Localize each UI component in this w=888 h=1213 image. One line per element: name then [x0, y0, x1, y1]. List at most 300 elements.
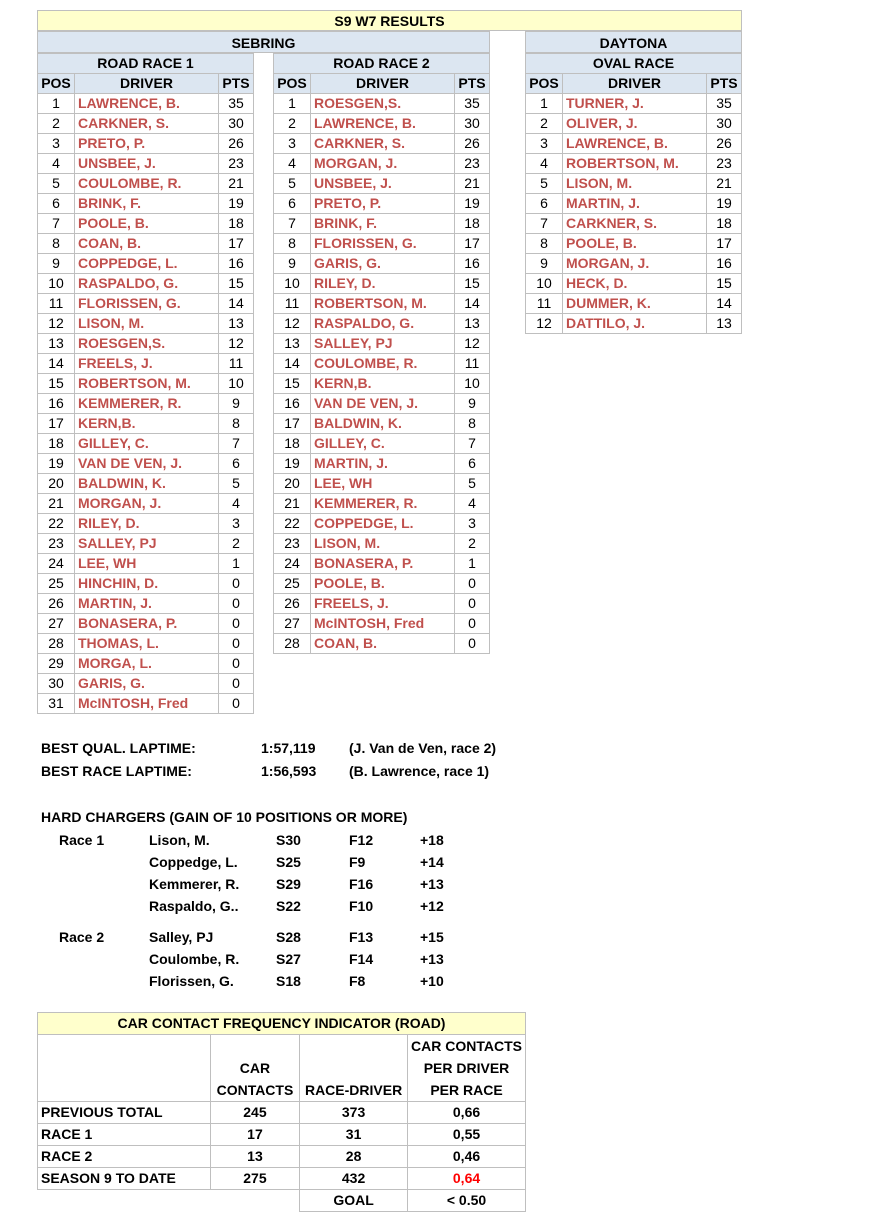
position-cell: 17 [274, 414, 311, 434]
driver-cell: HINCHIN, D. [75, 574, 219, 594]
best-race-time: 1:56,593 [261, 763, 317, 779]
points-cell: 3 [219, 514, 254, 534]
position-cell: 6 [38, 194, 75, 214]
result-row [274, 534, 490, 554]
points-cell: 16 [455, 254, 490, 274]
position-cell: 31 [38, 694, 75, 714]
points-cell: 0 [455, 574, 490, 594]
result-row [526, 174, 742, 194]
position-cell: 11 [274, 294, 311, 314]
points-cell: 21 [707, 174, 742, 194]
driver-cell: LEE, WH [75, 554, 219, 574]
driver-cell: FLORISSEN, G. [75, 294, 219, 314]
points-cell: 2 [455, 534, 490, 554]
hc-finish: F16 [349, 876, 374, 892]
result-row [38, 414, 254, 434]
position-cell: 16 [274, 394, 311, 414]
position-cell: 21 [274, 494, 311, 514]
hc-start: S25 [276, 854, 301, 870]
result-row [38, 374, 254, 394]
hc-gain: +10 [420, 973, 444, 989]
contact-label: PREVIOUS TOTAL [38, 1102, 211, 1124]
driver-cell: LEE, WH [311, 474, 455, 494]
result-row [38, 554, 254, 574]
position-cell: 10 [274, 274, 311, 294]
points-cell: 35 [707, 94, 742, 114]
points-cell: 18 [455, 214, 490, 234]
hc-name: Salley, PJ [149, 929, 214, 945]
driver-cell: BALDWIN, K. [75, 474, 219, 494]
page-title: S9 W7 RESULTS [37, 10, 742, 31]
col-pos: POS [38, 74, 75, 94]
position-cell: 5 [274, 174, 311, 194]
position-cell: 11 [38, 294, 75, 314]
driver-cell: MORGAN, J. [75, 494, 219, 514]
result-row [38, 334, 254, 354]
driver-cell: UNSBEE, J. [75, 154, 219, 174]
position-cell: 8 [526, 234, 563, 254]
position-cell: 10 [38, 274, 75, 294]
per-race-value: 0,66 [408, 1102, 526, 1124]
driver-cell: HECK, D. [563, 274, 707, 294]
contact-row [38, 1124, 526, 1146]
position-cell: 15 [274, 374, 311, 394]
points-cell: 4 [219, 494, 254, 514]
points-cell: 15 [707, 274, 742, 294]
points-cell: 23 [707, 154, 742, 174]
driver-cell: SALLEY, PJ [75, 534, 219, 554]
driver-cell: McINTOSH, Fred [311, 614, 455, 634]
points-cell: 14 [219, 294, 254, 314]
contact-count: 17 [210, 1124, 299, 1146]
driver-cell: POOLE, B. [563, 234, 707, 254]
points-cell: 2 [219, 534, 254, 554]
col-driver: DRIVER [75, 74, 219, 94]
driver-cell: MORGAN, J. [563, 254, 707, 274]
points-cell: 3 [455, 514, 490, 534]
position-cell: 21 [38, 494, 75, 514]
points-cell: 1 [219, 554, 254, 574]
points-cell: 13 [455, 314, 490, 334]
points-cell: 0 [219, 634, 254, 654]
result-row [38, 114, 254, 134]
result-row [274, 454, 490, 474]
driver-cell: KEMMERER, R. [75, 394, 219, 414]
best-qual-label: BEST QUAL. LAPTIME: [41, 740, 196, 756]
points-cell: 14 [455, 294, 490, 314]
points-cell: 23 [219, 154, 254, 174]
driver-cell: GILLEY, C. [75, 434, 219, 454]
result-row [274, 414, 490, 434]
points-cell: 0 [219, 694, 254, 714]
result-row [38, 434, 254, 454]
best-race-label: BEST RACE LAPTIME: [41, 763, 192, 779]
driver-cell: COULOMBE, R. [311, 354, 455, 374]
result-row [38, 534, 254, 554]
driver-cell: RILEY, D. [311, 274, 455, 294]
points-cell: 35 [219, 94, 254, 114]
position-cell: 7 [526, 214, 563, 234]
position-cell: 17 [38, 414, 75, 434]
driver-cell: LAWRENCE, B. [563, 134, 707, 154]
position-cell: 14 [38, 354, 75, 374]
position-cell: 29 [38, 654, 75, 674]
points-cell: 26 [219, 134, 254, 154]
driver-cell: GILLEY, C. [311, 434, 455, 454]
result-row [274, 294, 490, 314]
points-cell: 13 [219, 314, 254, 334]
driver-cell: LISON, M. [311, 534, 455, 554]
driver-cell: COPPEDGE, L. [75, 254, 219, 274]
points-cell: 0 [455, 614, 490, 634]
result-row [38, 674, 254, 694]
position-cell: 3 [38, 134, 75, 154]
position-cell: 15 [38, 374, 75, 394]
driver-cell: OLIVER, J. [563, 114, 707, 134]
points-cell: 12 [219, 334, 254, 354]
result-row [274, 474, 490, 494]
driver-cell: UNSBEE, J. [311, 174, 455, 194]
col-car-contacts [210, 1035, 299, 1102]
driver-cell: THOMAS, L. [75, 634, 219, 654]
per-race-value: 0,64 [408, 1168, 526, 1190]
contact-label: SEASON 9 TO DATE [38, 1168, 211, 1190]
driver-cell: MARTIN, J. [75, 594, 219, 614]
col-car-contacts-line1: CAR [239, 1060, 271, 1076]
driver-cell: GARIS, G. [75, 674, 219, 694]
hc-name: Coulombe, R. [149, 951, 240, 967]
result-row [38, 594, 254, 614]
result-row [38, 494, 254, 514]
position-cell: 27 [274, 614, 311, 634]
col-race-driver: RACE-DRIVER [300, 1035, 408, 1102]
points-cell: 11 [219, 354, 254, 374]
position-cell: 5 [526, 174, 563, 194]
result-row [38, 254, 254, 274]
hc-start: S22 [276, 898, 301, 914]
position-cell: 19 [274, 454, 311, 474]
hc-race-label: Race 1 [59, 832, 105, 848]
points-cell: 10 [219, 374, 254, 394]
position-cell: 19 [38, 454, 75, 474]
points-cell: 0 [219, 574, 254, 594]
race1-table [37, 53, 254, 714]
result-row [38, 134, 254, 154]
position-cell: 9 [274, 254, 311, 274]
driver-cell: COAN, B. [75, 234, 219, 254]
points-cell: 15 [219, 274, 254, 294]
contact-row [38, 1102, 526, 1124]
result-row [38, 314, 254, 334]
result-row [274, 634, 490, 654]
points-cell: 17 [455, 234, 490, 254]
position-cell: 12 [38, 314, 75, 334]
points-cell: 15 [455, 274, 490, 294]
points-cell: 5 [455, 474, 490, 494]
driver-cell: TURNER, J. [563, 94, 707, 114]
result-row [38, 274, 254, 294]
points-cell: 30 [455, 114, 490, 134]
track-header-sebring: SEBRING [37, 31, 490, 53]
col-per-race-line3: PER RACE [430, 1082, 503, 1098]
result-row [274, 334, 490, 354]
hc-gain: +14 [420, 854, 444, 870]
result-row [274, 274, 490, 294]
position-cell: 18 [274, 434, 311, 454]
position-cell: 7 [274, 214, 311, 234]
oval-table [525, 53, 742, 334]
result-row [38, 94, 254, 114]
driver-cell: CARKNER, S. [563, 214, 707, 234]
position-cell: 3 [526, 134, 563, 154]
position-cell: 3 [274, 134, 311, 154]
position-cell: 25 [38, 574, 75, 594]
driver-cell: BONASERA, P. [75, 614, 219, 634]
driver-cell: POOLE, B. [75, 214, 219, 234]
car-contact-table [37, 1012, 526, 1212]
hc-gain: +18 [420, 832, 444, 848]
contact-count: 275 [210, 1168, 299, 1190]
best-race-note: (B. Lawrence, race 1) [349, 763, 490, 779]
hc-start: S30 [276, 832, 301, 848]
result-row [526, 134, 742, 154]
points-cell: 5 [219, 474, 254, 494]
result-row [274, 314, 490, 334]
hc-start: S29 [276, 876, 301, 892]
driver-cell: CARKNER, S. [311, 134, 455, 154]
position-cell: 4 [274, 154, 311, 174]
position-cell: 9 [38, 254, 75, 274]
driver-cell: FLORISSEN, G. [311, 234, 455, 254]
result-row [274, 134, 490, 154]
best-qual-time: 1:57,119 [261, 740, 316, 756]
driver-cell: FREELS, J. [311, 594, 455, 614]
driver-cell: ROBERTSON, M. [311, 294, 455, 314]
race1-title: ROAD RACE 1 [38, 54, 254, 74]
position-cell: 5 [38, 174, 75, 194]
position-cell: 26 [274, 594, 311, 614]
result-row [274, 434, 490, 454]
position-cell: 2 [38, 114, 75, 134]
points-cell: 0 [219, 674, 254, 694]
result-row [38, 154, 254, 174]
col-pts: PTS [219, 74, 254, 94]
result-row [274, 614, 490, 634]
points-cell: 16 [219, 254, 254, 274]
position-cell: 13 [274, 334, 311, 354]
points-cell: 0 [455, 634, 490, 654]
hc-start: S28 [276, 929, 301, 945]
driver-cell: BRINK, F. [311, 214, 455, 234]
driver-cell: ROBERTSON, M. [563, 154, 707, 174]
col-per-race [408, 1035, 526, 1102]
points-cell: 8 [219, 414, 254, 434]
oval-title: OVAL RACE [526, 54, 742, 74]
points-cell: 8 [455, 414, 490, 434]
position-cell: 18 [38, 434, 75, 454]
position-cell: 13 [38, 334, 75, 354]
position-cell: 8 [38, 234, 75, 254]
position-cell: 30 [38, 674, 75, 694]
contact-row [38, 1146, 526, 1168]
driver-cell: MORGA, L. [75, 654, 219, 674]
result-row [526, 314, 742, 334]
hc-name: Kemmerer, R. [149, 876, 240, 892]
hc-name: Lison, M. [149, 832, 210, 848]
driver-cell: POOLE, B. [311, 574, 455, 594]
per-race-value: 0,46 [408, 1146, 526, 1168]
col-pos: POS [274, 74, 311, 94]
driver-cell: ROESGEN,S. [75, 334, 219, 354]
driver-cell: LAWRENCE, B. [311, 114, 455, 134]
points-cell: 26 [707, 134, 742, 154]
points-cell: 30 [219, 114, 254, 134]
position-cell: 26 [38, 594, 75, 614]
points-cell: 21 [455, 174, 490, 194]
race-driver-count: 373 [300, 1102, 408, 1124]
position-cell: 14 [274, 354, 311, 374]
points-cell: 7 [219, 434, 254, 454]
driver-cell: PRETO, P. [311, 194, 455, 214]
points-cell: 6 [455, 454, 490, 474]
position-cell: 2 [526, 114, 563, 134]
result-row [274, 154, 490, 174]
points-cell: 19 [455, 194, 490, 214]
position-cell: 10 [526, 274, 563, 294]
driver-cell: LISON, M. [75, 314, 219, 334]
position-cell: 16 [38, 394, 75, 414]
result-row [274, 214, 490, 234]
driver-cell: MARTIN, J. [311, 454, 455, 474]
driver-cell: ROBERTSON, M. [75, 374, 219, 394]
position-cell: 24 [38, 554, 75, 574]
car-contact-title: CAR CONTACT FREQUENCY INDICATOR (ROAD) [38, 1013, 526, 1035]
per-race-value: 0,55 [408, 1124, 526, 1146]
result-row [38, 614, 254, 634]
driver-cell: LAWRENCE, B. [75, 94, 219, 114]
driver-cell: RASPALDO, G. [75, 274, 219, 294]
position-cell: 1 [274, 94, 311, 114]
contact-label: RACE 1 [38, 1124, 211, 1146]
hc-race-label: Race 2 [59, 929, 105, 945]
points-cell: 18 [219, 214, 254, 234]
points-cell: 9 [455, 394, 490, 414]
contact-row [38, 1168, 526, 1190]
col-pts: PTS [707, 74, 742, 94]
position-cell: 27 [38, 614, 75, 634]
result-row [274, 374, 490, 394]
points-cell: 0 [455, 594, 490, 614]
result-row [38, 174, 254, 194]
driver-cell: MORGAN, J. [311, 154, 455, 174]
result-row [526, 154, 742, 174]
driver-cell: BRINK, F. [75, 194, 219, 214]
driver-cell: DATTILO, J. [563, 314, 707, 334]
col-car-contacts-line2: CONTACTS [216, 1082, 294, 1098]
race2-table [273, 53, 490, 654]
result-row [526, 294, 742, 314]
hc-finish: F14 [349, 951, 374, 967]
points-cell: 6 [219, 454, 254, 474]
driver-cell: KERN,B. [311, 374, 455, 394]
race-driver-count: 432 [300, 1168, 408, 1190]
driver-cell: VAN DE VEN, J. [75, 454, 219, 474]
result-row [274, 494, 490, 514]
hard-chargers-title: HARD CHARGERS (GAIN OF 10 POSITIONS OR MORE) [41, 809, 408, 825]
driver-cell: COULOMBE, R. [75, 174, 219, 194]
result-row [526, 274, 742, 294]
race2-title: ROAD RACE 2 [274, 54, 490, 74]
driver-cell: PRETO, P. [75, 134, 219, 154]
result-row [274, 94, 490, 114]
position-cell: 9 [526, 254, 563, 274]
position-cell: 23 [274, 534, 311, 554]
contact-count: 13 [210, 1146, 299, 1168]
points-cell: 11 [455, 354, 490, 374]
result-row [274, 574, 490, 594]
result-row [274, 394, 490, 414]
points-cell: 26 [455, 134, 490, 154]
result-row [526, 234, 742, 254]
points-cell: 9 [219, 394, 254, 414]
driver-cell: COPPEDGE, L. [311, 514, 455, 534]
points-cell: 35 [455, 94, 490, 114]
hc-name: Raspaldo, G.. [149, 898, 239, 914]
result-row [274, 194, 490, 214]
position-cell: 2 [274, 114, 311, 134]
result-row [274, 554, 490, 574]
points-cell: 19 [219, 194, 254, 214]
points-cell: 4 [455, 494, 490, 514]
points-cell: 0 [219, 614, 254, 634]
result-row [526, 194, 742, 214]
result-row [38, 514, 254, 534]
result-row [274, 514, 490, 534]
points-cell: 17 [707, 234, 742, 254]
hc-gain: +15 [420, 929, 444, 945]
track-header-daytona: DAYTONA [525, 31, 742, 53]
col-per-race-line2: PER DRIVER [423, 1060, 510, 1076]
driver-cell: BONASERA, P. [311, 554, 455, 574]
driver-cell: COAN, B. [311, 634, 455, 654]
position-cell: 8 [274, 234, 311, 254]
col-driver: DRIVER [311, 74, 455, 94]
driver-cell: FREELS, J. [75, 354, 219, 374]
driver-cell: SALLEY, PJ [311, 334, 455, 354]
best-qual-note: (J. Van de Ven, race 2) [349, 740, 497, 756]
driver-cell: KERN,B. [75, 414, 219, 434]
hc-name: Florissen, G. [149, 973, 234, 989]
driver-cell: ROESGEN,S. [311, 94, 455, 114]
points-cell: 7 [455, 434, 490, 454]
points-cell: 13 [707, 314, 742, 334]
points-cell: 16 [707, 254, 742, 274]
result-row [38, 234, 254, 254]
position-cell: 28 [38, 634, 75, 654]
result-row [38, 634, 254, 654]
result-row [38, 694, 254, 714]
position-cell: 24 [274, 554, 311, 574]
driver-cell: MARTIN, J. [563, 194, 707, 214]
result-row [38, 654, 254, 674]
col-pts: PTS [455, 74, 490, 94]
points-cell: 23 [455, 154, 490, 174]
hc-finish: F8 [349, 973, 366, 989]
hc-finish: F12 [349, 832, 374, 848]
hc-gain: +12 [420, 898, 444, 914]
position-cell: 28 [274, 634, 311, 654]
result-row [38, 354, 254, 374]
